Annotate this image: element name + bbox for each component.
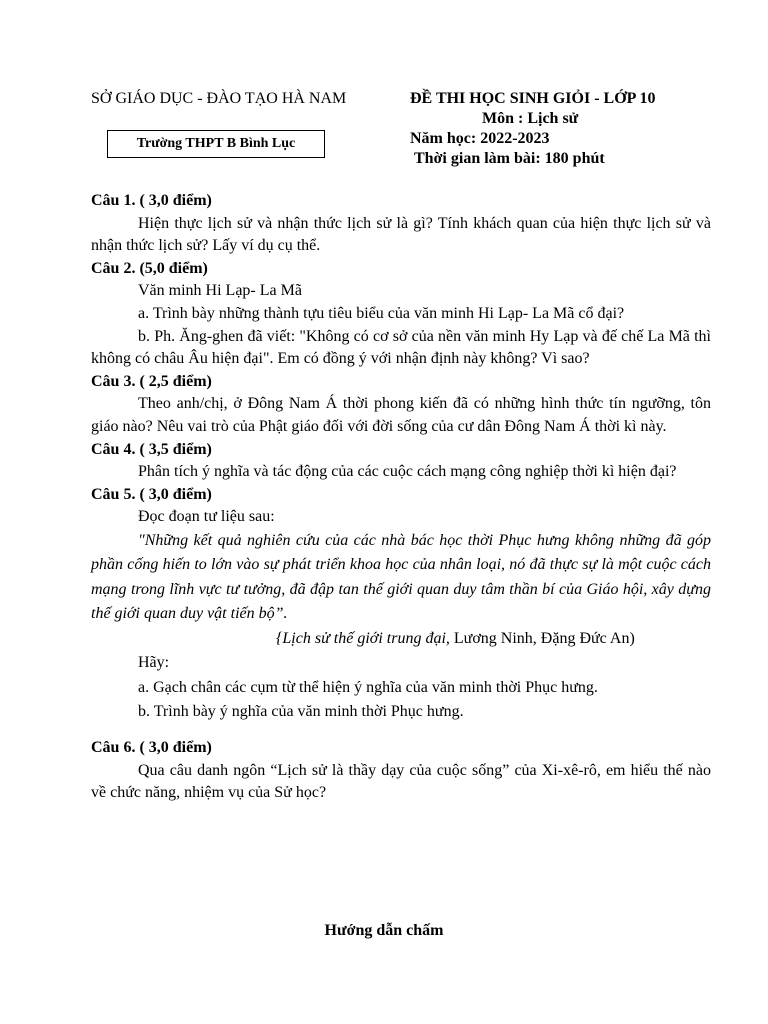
question-2-part-b: b. Ph. Ăng-ghen đã viết: "Không có cơ sở của nền văn minh Hy Lạp và đế chế La Mã thì không có châu Âu hiện đại". Em có đồng ý với nhận định này không? Vì sao?	[91, 327, 711, 368]
exam-body	[91, 190, 711, 805]
question-5-source	[91, 627, 711, 652]
question-3-text: Theo anh/chị, ở Đông Nam Á thời phong kiến đã có những hình thức tín ngưỡng, tôn giáo nào? Nêu vai trò của Phật giáo đối với đời sống của cư dân Đông Nam Á thời kì này.	[91, 395, 711, 435]
question-5-part-b: b. Trình bày ý nghĩa của văn minh thời Phục hưng.	[138, 703, 464, 721]
exam-title: ĐỀ THI HỌC SINH GIỎI - LỚP 10	[410, 90, 656, 107]
source-authors: , Lương Ninh, Đặng Đức An)	[445, 629, 635, 647]
question-6-text: Qua câu danh ngôn “Lịch sử là thầy dạy của cuộc sống” của Xi-xê-rô, em hiểu thế nào về chức năng, nhiệm vụ của Sử học?	[91, 761, 711, 802]
school-name-box: Trường THPT B Bình Lục	[107, 130, 325, 158]
question-5-heading: Câu 5. ( 3,0 điểm)	[91, 485, 212, 503]
question-5-prompt: Hãy:	[138, 654, 170, 672]
question-2-heading: Câu 2. (5,0 điểm)	[91, 259, 208, 277]
grading-guide-title: Hướng dẫn chấm	[324, 922, 444, 939]
department-name: SỞ GIÁO DỤC - ĐÀO TẠO HÀ NAM	[91, 90, 347, 107]
question-5-part-a: a. Gạch chân các cụm từ thể hiện ý nghĩa của văn minh thời Phục hưng.	[138, 678, 598, 696]
question-2-part-a: a. Trình bày những thành tựu tiêu biểu của văn minh Hi Lạp- La Mã cổ đại?	[138, 304, 625, 322]
question-2-intro: Văn minh Hi Lạp- La Mã	[138, 282, 302, 300]
exam-subject: Môn : Lịch sử	[482, 110, 579, 127]
question-4-heading: Câu 4. ( 3,5 điểm)	[91, 440, 212, 458]
question-6-heading: Câu 6. ( 3,0 điểm)	[91, 738, 212, 756]
question-4-text: Phân tích ý nghĩa và tác động của các cuộc cách mạng công nghiệp thời kì hiện đại?	[138, 463, 677, 481]
question-1-text: Hiện thực lịch sử và nhận thức lịch sử là gì? Tính khách quan của hiện thực lịch sử và nhận thức lịch sử? Lấy ví dụ cụ thể.	[91, 214, 711, 255]
school-year: Năm học: 2022-2023	[410, 130, 550, 147]
question-5-intro: Đọc đoạn tư liệu sau:	[138, 508, 275, 526]
question-3-heading: Câu 3. ( 2,5 điểm)	[91, 372, 212, 390]
source-title: {Lịch sử thế giới trung đại	[276, 629, 446, 647]
exam-duration: Thời gian làm bài: 180 phút	[414, 150, 605, 167]
question-1-heading: Câu 1. ( 3,0 điểm)	[91, 192, 212, 209]
question-5-quote: "Những kết quả nghiên cứu của các nhà bác học thời Phục hưng không những đã góp phần cống hiến to lớn vào sự phát triển khoa học của nhân loại, nó đã thực sự là một cuộc cách mạng trong lĩnh vực tư tưởng, đã đập tan thế giới quan duy tâm thần bí của Giáo hội, xây dựng thế giới quan duy vật tiến bộ”.	[91, 531, 711, 623]
